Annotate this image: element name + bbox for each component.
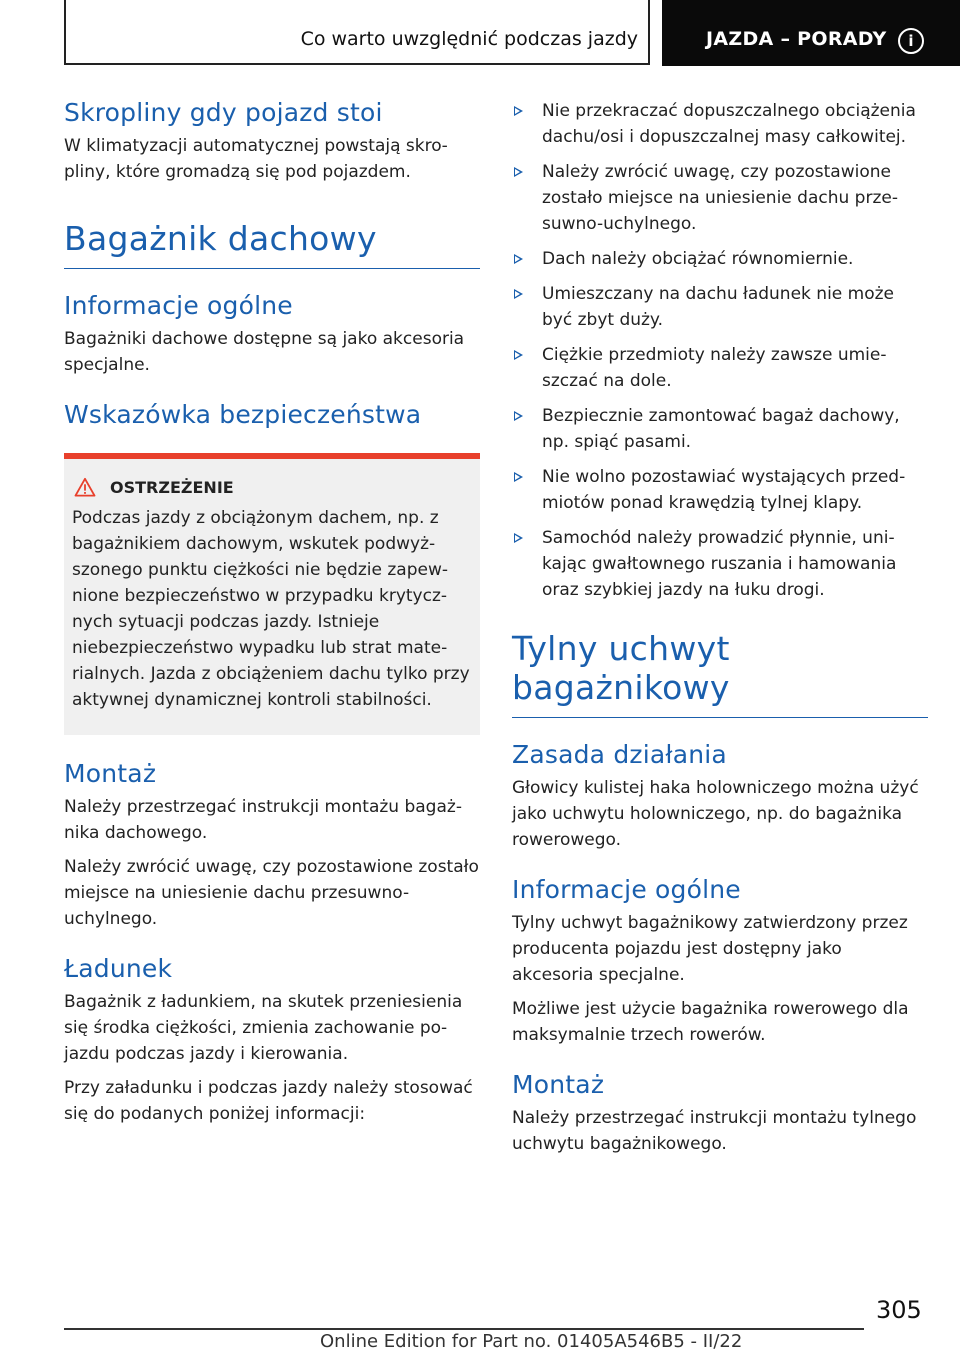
warning-box — [64, 453, 480, 735]
list-item: Umieszczany na dachu ładunek nie może być zbyt duży. — [512, 281, 928, 333]
list-item: Należy zwrócić uwagę, czy pozostawione zostało miejsce na uniesienie dachu przesuwno-uchylnego. — [512, 159, 928, 237]
bullet-triangle-icon — [514, 472, 523, 482]
heading-condensate: Skropliny gdy pojazd stoi — [64, 98, 383, 127]
warning-header — [72, 477, 470, 497]
header-chapter-tab — [662, 0, 960, 66]
list-item: Bezpiecznie zamontować bagaż dachowy, np. spiąć pasami. — [512, 403, 928, 455]
bullet-triangle-icon — [514, 167, 523, 177]
paragraph-general-rear-1: Tylny uchwyt bagażnikowy zatwierdzony przez producenta pojazdu jest dostępny jako akcesoria specjalne. — [512, 913, 908, 985]
heading-load: Ładunek — [64, 954, 173, 983]
info-icon: i — [898, 28, 924, 54]
heading-general-info: Informacje ogólne — [64, 291, 293, 320]
load-guidelines-list — [512, 98, 928, 603]
header-divider-mid — [648, 0, 650, 64]
heading-roof-rack: Bagażnik dachowy — [64, 219, 480, 269]
list-item: Nie przekraczać dopuszczalnego obciążenia dachu/osi i dopuszczalnej masy całkowitej. — [512, 98, 928, 150]
list-item: Ciężkie przedmioty należy zawsze umieszczać na dole. — [512, 342, 928, 394]
heading-mounting: Montaż — [64, 759, 157, 788]
footer-edition: Online Edition for Part no. 01405A546B5 - II/22 — [320, 1331, 743, 1352]
paragraph-general-rear-2: Możliwe jest użycie bagażnika rowerowego dla maksymalnie trzech rowerów. — [512, 999, 909, 1045]
heading-rear-carrier: Tylny uchwyt bagażnikowy — [512, 629, 928, 718]
heading-mounting-rear: Montaż — [512, 1070, 605, 1099]
left-column — [64, 98, 480, 1127]
heading-safety-note: Wskazówka bezpieczeństwa — [64, 400, 422, 429]
header-section-title: Co warto uwzględnić podczas jazdy — [300, 28, 638, 50]
footer-divider — [64, 1328, 864, 1330]
list-item: Nie wolno pozostawiać wystających przedmiotów ponad krawędzią tylnej klapy. — [512, 464, 928, 516]
paragraph-general-info: Bagażniki dachowe dostępne są jako akcesoria specjalne. — [64, 329, 465, 375]
bullet-triangle-icon — [514, 533, 523, 543]
list-item: Samochód należy prowadzić płynnie, unikając gwałtownego ruszania i hamowania oraz szybkiej jazdy na łuku drogi. — [512, 525, 928, 603]
heading-principle: Zasada działania — [512, 740, 727, 769]
header-divider-bottom — [64, 63, 650, 65]
bullet-triangle-icon — [514, 289, 523, 299]
paragraph-load-2: Przy załadunku i podczas jazdy należy stosować się do podanych poniżej informacji: — [64, 1078, 473, 1124]
bullet-triangle-icon — [514, 254, 523, 264]
paragraph-load-1: Bagażnik z ładunkiem, na skutek przeniesienia się środka ciężkości, zmienia zachowanie pojazdu podczas jazdy i kierowania. — [64, 992, 463, 1064]
warning-triangle-icon — [74, 477, 96, 497]
list-item: Dach należy obciążać równomiernie. — [512, 246, 928, 272]
heading-general-info-rear: Informacje ogólne — [512, 875, 741, 904]
warning-text: Podczas jazdy z obciążonym dachem, np. z bagażnikiem dachowym, wskutek podwyższonego punktu ciężkości nie będzie zapewnione bezpieczeństwo w przypadku krytycznych sytuacji podczas jazdy. Istnieje niebezpieczeństwo wypadku lub strat materialnych. Jazda z obciążeniem dachu tylko przy aktywnej dynamicznej kontroli stabilności. — [72, 508, 470, 710]
bullet-triangle-icon — [514, 106, 523, 116]
bullet-triangle-icon — [514, 350, 523, 360]
bullet-triangle-icon — [514, 411, 523, 421]
page-number: 305 — [876, 1296, 922, 1324]
paragraph-condensate: W klimatyzacji automatycznej powstają skropliny, które gromadzą się pod pojazdem. — [64, 136, 448, 182]
paragraph-mounting-rear: Należy przestrzegać instrukcji montażu tylnego uchwytu bagażnikowego. — [512, 1108, 917, 1154]
header-chapter-title: JAZDA – PORADY — [706, 28, 887, 50]
warning-title: OSTRZEŻENIE — [110, 477, 234, 497]
paragraph-principle: Głowicy kulistej haka holowniczego można użyć jako uchwytu holowniczego, np. do bagażnika rowerowego. — [512, 778, 919, 850]
paragraph-mounting-1: Należy przestrzegać instrukcji montażu bagażnika dachowego. — [64, 797, 462, 843]
right-column — [512, 98, 928, 1157]
paragraph-mounting-2: Należy zwrócić uwagę, czy pozostawione zostało miejsce na uniesienie dachu przesuwno-uchylnego. — [64, 857, 479, 929]
